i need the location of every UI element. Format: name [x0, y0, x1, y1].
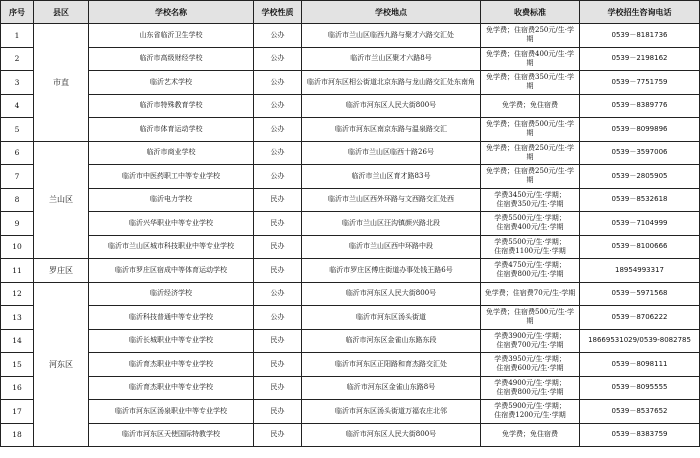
fee-cell: 学费5500元/生·学期； 住宿费400元/生·学期 — [481, 212, 580, 236]
table-row — [1, 118, 700, 142]
table-row — [1, 71, 700, 95]
school-type-cell: 民办 — [254, 212, 302, 236]
school-name-cell: 临沂育杰职业中等专业学校 — [89, 353, 254, 377]
school-address-cell: 临沂市兰山区临西十路26号 — [302, 141, 481, 165]
school-address-cell: 临沂市兰山区西中环路中段 — [302, 235, 481, 259]
school-name-cell: 临沂市河东区天使国际特教学校 — [89, 423, 254, 447]
table-row — [1, 400, 700, 424]
school-address-cell: 临沂市河东区汤头街道万福农庄北邻 — [302, 400, 481, 424]
row-number: 9 — [1, 212, 34, 236]
fee-cell: 免学费；住宿费500元/生·学期 — [481, 306, 580, 330]
district-cell: 河东区 — [34, 282, 89, 447]
school-address-cell: 临沂市河东区南京东路与温泉路交汇 — [302, 118, 481, 142]
row-number: 8 — [1, 188, 34, 212]
fee-cell: 免学费；住宿费250元/生·学期 — [481, 165, 580, 189]
fee-cell: 学费5500元/生·学期； 住宿费1100元/生·学期 — [481, 235, 580, 259]
fee-cell: 学费5900元/生·学期； 住宿费1200元/生·学期 — [481, 400, 580, 424]
school-name-cell: 临沂市中医药职工中等专业学校 — [89, 165, 254, 189]
row-number: 16 — [1, 376, 34, 400]
school-type-cell: 公办 — [254, 24, 302, 48]
district-cell: 市直 — [34, 24, 89, 142]
phone-cell: 0539－8098111 — [580, 353, 700, 377]
school-address-cell: 临沂市河东区人民大街800号 — [302, 282, 481, 306]
phone-cell: 0539－3597006 — [580, 141, 700, 165]
table-row — [1, 188, 700, 212]
fee-cell: 学费4750元/生·学期； 住宿费800元/生·学期 — [481, 259, 580, 283]
header-school-address: 学校地点 — [302, 1, 481, 24]
district-cell: 罗庄区 — [34, 259, 89, 283]
school-name-cell: 临沂电力学校 — [89, 188, 254, 212]
school-type-cell: 公办 — [254, 306, 302, 330]
row-number: 12 — [1, 282, 34, 306]
school-name-cell: 临沂市商业学校 — [89, 141, 254, 165]
school-address-cell: 临沂市兰山区临西九路与聚才六路交汇处 — [302, 24, 481, 48]
school-type-cell: 公办 — [254, 165, 302, 189]
school-name-cell: 临沂市高级财经学校 — [89, 47, 254, 71]
school-name-cell: 临沂市罗庄区宿成中等体育运动学校 — [89, 259, 254, 283]
school-address-cell: 临沂市兰山区西外环路与文西路交汇处西 — [302, 188, 481, 212]
phone-cell: 0539－8383759 — [580, 423, 700, 447]
school-address-cell: 临沂市兰山区育才路83号 — [302, 165, 481, 189]
row-number: 15 — [1, 353, 34, 377]
school-type-cell: 公办 — [254, 118, 302, 142]
school-type-cell: 民办 — [254, 400, 302, 424]
fee-cell: 免学费；住宿费500元/生·学期 — [481, 118, 580, 142]
phone-cell: 18669531029/0539-8082785 — [580, 329, 700, 353]
school-type-cell: 民办 — [254, 376, 302, 400]
school-type-cell: 民办 — [254, 235, 302, 259]
school-type-cell: 民办 — [254, 423, 302, 447]
phone-cell: 0539－8181736 — [580, 24, 700, 48]
phone-cell: 0539－8706222 — [580, 306, 700, 330]
school-name-cell: 山东省临沂卫生学校 — [89, 24, 254, 48]
header-fee-standard: 收费标准 — [481, 1, 580, 24]
school-address-cell: 临沂市河东区相公街道北京东路与龙山路交汇处东南角 — [302, 71, 481, 95]
fee-cell: 免学费；住宿费350元/生·学期 — [481, 71, 580, 95]
table-row — [1, 165, 700, 189]
fee-cell: 免学费；住宿费250元/生·学期 — [481, 24, 580, 48]
phone-cell: 0539－8099896 — [580, 118, 700, 142]
fee-cell: 学费4900元/生·学期； 住宿费800元/生·学期 — [481, 376, 580, 400]
district-cell: 兰山区 — [34, 141, 89, 259]
table-row — [1, 212, 700, 236]
phone-cell: 0539－7751759 — [580, 71, 700, 95]
fee-cell: 学费3450元/生·学期； 住宿费350元/生·学期 — [481, 188, 580, 212]
header-phone: 学校招生咨询电话 — [580, 1, 700, 24]
phone-cell: 0539－8537652 — [580, 400, 700, 424]
school-name-cell: 临沂兴华职业中等专业学校 — [89, 212, 254, 236]
school-type-cell: 公办 — [254, 47, 302, 71]
row-number: 13 — [1, 306, 34, 330]
fee-cell: 免学费；住宿费250元/生·学期 — [481, 141, 580, 165]
header-row — [1, 1, 700, 24]
school-name-cell: 临沂育杰职业中等专业学校 — [89, 376, 254, 400]
table-row — [1, 24, 700, 48]
table-body — [1, 24, 700, 447]
school-address-cell: 临沂市河东区人民大街800号 — [302, 94, 481, 118]
fee-cell: 学费3950元/生·学期； 住宿费600元/生·学期 — [481, 353, 580, 377]
table-row — [1, 235, 700, 259]
fee-cell: 免学费；住宿费70元/生·学期 — [481, 282, 580, 306]
table-row — [1, 306, 700, 330]
row-number: 6 — [1, 141, 34, 165]
table-row — [1, 141, 700, 165]
school-name-cell: 临沂艺术学校 — [89, 71, 254, 95]
school-type-cell: 民办 — [254, 188, 302, 212]
row-number: 14 — [1, 329, 34, 353]
fee-cell: 学费3900元/生·学期； 住宿费700元/生·学期 — [481, 329, 580, 353]
phone-cell: 0539－2198162 — [580, 47, 700, 71]
row-number: 7 — [1, 165, 34, 189]
table-row — [1, 259, 700, 283]
school-address-cell: 临沂市河东区金雀山东路东段 — [302, 329, 481, 353]
row-number: 18 — [1, 423, 34, 447]
header-school-name: 学校名称 — [89, 1, 254, 24]
school-type-cell: 公办 — [254, 141, 302, 165]
fee-cell: 免学费；住宿费400元/生·学期 — [481, 47, 580, 71]
school-address-cell: 临沂市河东区正阳路和育杰路交汇处 — [302, 353, 481, 377]
phone-cell: 0539－8389776 — [580, 94, 700, 118]
row-number: 3 — [1, 71, 34, 95]
table-row — [1, 94, 700, 118]
school-type-cell: 公办 — [254, 282, 302, 306]
row-number: 2 — [1, 47, 34, 71]
school-type-cell: 公办 — [254, 94, 302, 118]
school-address-cell: 临沂市河东区人民大街800号 — [302, 423, 481, 447]
school-name-cell: 临沂经济学校 — [89, 282, 254, 306]
school-address-cell: 临沂市兰山区聚才六路8号 — [302, 47, 481, 71]
row-number: 17 — [1, 400, 34, 424]
phone-cell: 0539－2805905 — [580, 165, 700, 189]
school-type-cell: 民办 — [254, 329, 302, 353]
school-type-cell: 公办 — [254, 71, 302, 95]
header-number: 序号 — [1, 1, 34, 24]
phone-cell: 0539－8095555 — [580, 376, 700, 400]
phone-cell: 18954993317 — [580, 259, 700, 283]
table-row — [1, 423, 700, 447]
school-address-cell: 临沂市河东区金雀山东路8号 — [302, 376, 481, 400]
row-number: 11 — [1, 259, 34, 283]
school-name-cell: 临沂科技普通中等专业学校 — [89, 306, 254, 330]
row-number: 1 — [1, 24, 34, 48]
phone-cell: 0539－8100666 — [580, 235, 700, 259]
phone-cell: 0539－5971568 — [580, 282, 700, 306]
header-district: 县区 — [34, 1, 89, 24]
table-row — [1, 282, 700, 306]
phone-cell: 0539－7104999 — [580, 212, 700, 236]
school-type-cell: 民办 — [254, 353, 302, 377]
row-number: 4 — [1, 94, 34, 118]
table-row — [1, 47, 700, 71]
row-number: 10 — [1, 235, 34, 259]
school-address-cell: 临沂市兰山区汪沟镇颜兴路北段 — [302, 212, 481, 236]
school-name-cell: 临沂市兰山区城市科技职业中等专业学校 — [89, 235, 254, 259]
school-type-cell: 民办 — [254, 259, 302, 283]
row-number: 5 — [1, 118, 34, 142]
school-address-cell: 临沂市罗庄区傅庄街道办事处钱王路6号 — [302, 259, 481, 283]
school-address-cell: 临沂市河东区汤头街道 — [302, 306, 481, 330]
school-name-cell: 临沂市体育运动学校 — [89, 118, 254, 142]
fee-cell: 免学费；免住宿费 — [481, 423, 580, 447]
phone-cell: 0539－8532618 — [580, 188, 700, 212]
table-row — [1, 329, 700, 353]
header-school-type: 学校性质 — [254, 1, 302, 24]
fee-cell: 免学费；免住宿费 — [481, 94, 580, 118]
table-row — [1, 353, 700, 377]
table-row — [1, 376, 700, 400]
school-name-cell: 临沂市河东区汤泉职业中等专业学校 — [89, 400, 254, 424]
school-name-cell: 临沂长城职业中等专业学校 — [89, 329, 254, 353]
school-name-cell: 临沂市特殊教育学校 — [89, 94, 254, 118]
